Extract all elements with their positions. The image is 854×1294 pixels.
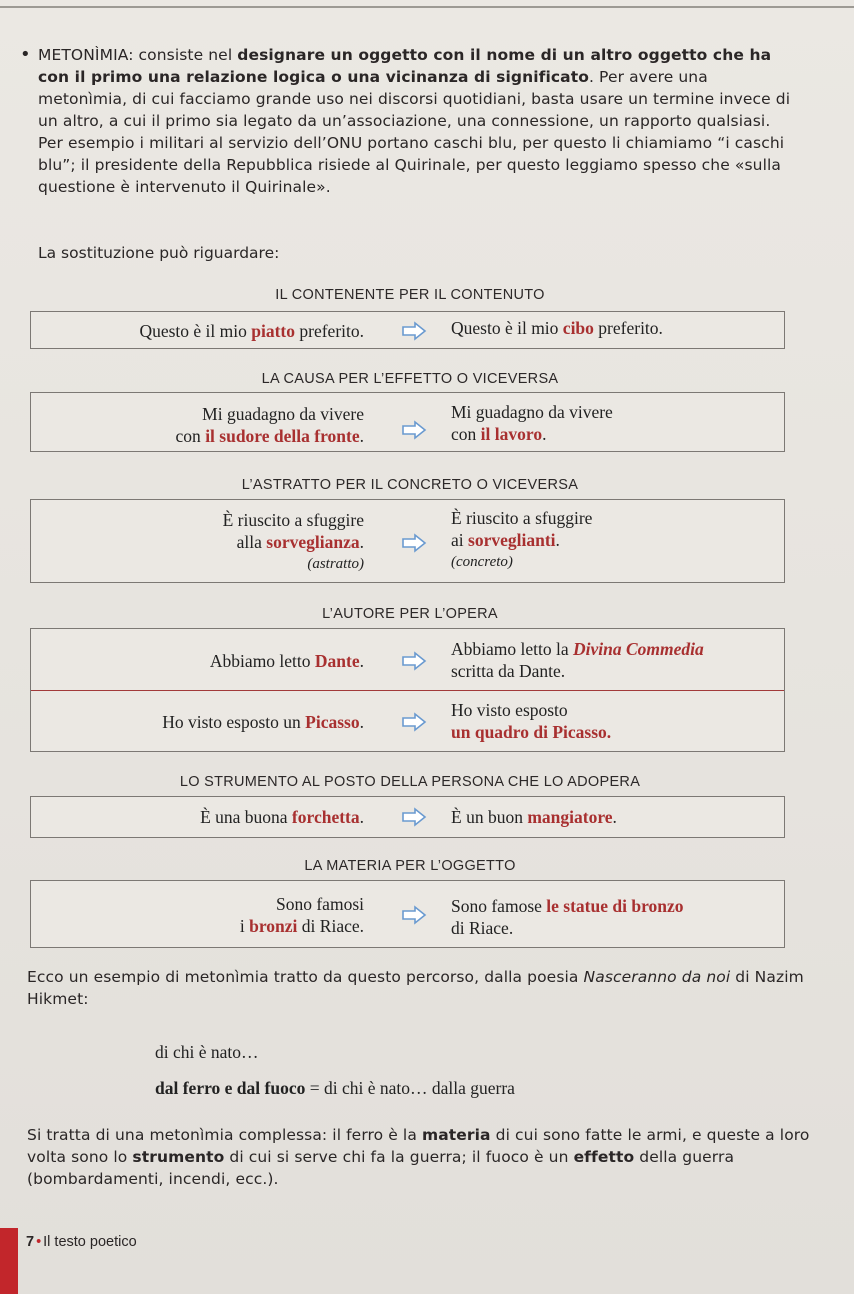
example-row (31, 629, 784, 690)
example-original: Sono famosi i bronzi di Riace. (239, 894, 364, 936)
poem-title: Nasceranno da noi (583, 968, 731, 986)
poem-line-1: di chi è nato… (155, 1042, 259, 1062)
arrow-right-icon (401, 321, 427, 341)
example-box-materia (30, 880, 785, 948)
top-rule (0, 6, 854, 8)
example-original: Abbiamo letto Dante. (209, 651, 364, 671)
section-title-autore: L’AUTORE PER L’OPERA (322, 606, 498, 622)
example-replacement: È riuscito a sfuggire ai sorveglianti. (concreto) (451, 508, 593, 570)
definition-body: Per avere una metonìmia, di cui facciamo grande uso nei discorsi quotidiani, basta usare un termine invece di un altro, a cui il primo sia legato da un’associazione, una connessione, un rapporto qualsiasi. Per esempio i militari al servizio dell’ONU portano caschi blu, per questo li chiamiamo “i caschi blu”; il presidente della Repubblica risiede al Quirinale, per questo leggiamo spesso che «sulla questione è intervenuto il Quirinale». (38, 68, 791, 196)
example-box-autore (30, 628, 785, 752)
arrow-right-icon (401, 807, 427, 827)
section-title-astratto: L’ASTRATTO PER IL CONCRETO O VICEVERSA (241, 477, 579, 493)
example-replacement: Sono famose le statue di bronzo di Riace. (451, 896, 684, 938)
bullet-icon: • (20, 44, 31, 65)
definition-paragraph (20, 44, 798, 198)
example-original: Ho visto esposto un Picasso. (162, 712, 364, 732)
definition-end: . (588, 68, 595, 86)
arrow-right-icon (401, 712, 427, 732)
example-row (31, 881, 784, 947)
footer-separator: • (36, 1234, 42, 1250)
arrow-right-icon (401, 651, 427, 671)
definition-bold: designare un oggetto con il nome di un altro oggetto che ha con il primo una relazione logica o una vicinanza di significato (38, 46, 772, 86)
poem-line-2: dal ferro e dal fuoco = di chi è nato… dalla guerra (155, 1078, 515, 1098)
example-lead: Ecco un esempio di metonìmia tratto da questo percorso, dalla poesia Nasceranno da noi di Nazim Hikmet: (27, 968, 804, 1008)
example-row (31, 690, 784, 751)
section-title-materia: LA MATERIA PER L’OGGETTO (304, 858, 516, 874)
footer-accent-bar (0, 1228, 18, 1294)
arrow-right-icon (401, 533, 427, 553)
example-row (31, 797, 784, 837)
lead-text: La sostituzione può riguardare: (38, 244, 280, 262)
example-replacement: È un buon mangiatore. (451, 807, 617, 827)
example-original: È una buona forchetta. (200, 807, 364, 827)
arrow-right-icon (401, 905, 427, 925)
example-row (31, 312, 784, 348)
section-title-contenente: IL CONTENENTE PER IL CONTENUTO (275, 287, 545, 303)
example-box-strumento (30, 796, 785, 838)
example-replacement: Questo è il mio cibo preferito. (451, 318, 663, 338)
arrow-right-icon (401, 420, 427, 440)
conclusion-paragraph: Si tratta di una metonìmia complessa: il ferro è la materia di cui sono fatte le armi, e queste a loro volta sono lo strumento di cui si serve chi fa la guerra; il fuoco è un effetto della guerra (bombardamenti, incendi, ecc.). (27, 1126, 810, 1188)
example-replacement: Mi guadagno da vivere con il lavoro. (451, 402, 613, 444)
example-box-astratto (30, 499, 785, 583)
footer-page-label (26, 1234, 137, 1250)
page-number: 7 (26, 1234, 35, 1250)
example-row (31, 500, 784, 582)
example-original: Mi guadagno da vivere con il sudore della fronte. (175, 404, 364, 446)
example-original: Questo è il mio piatto preferito. (139, 321, 364, 341)
definition-head: : consiste nel (128, 46, 238, 64)
term: METONÌMIA (38, 46, 129, 64)
example-replacement: Abbiamo letto la Divina Commedia scritta da Dante. (451, 639, 704, 681)
section-title-strumento: LO STRUMENTO AL POSTO DELLA PERSONA CHE LO ADOPERA (179, 774, 641, 790)
example-original: È riuscito a sfuggire alla sorveglianza. (astratto) (222, 510, 364, 572)
example-replacement: Ho visto esposto un quadro di Picasso. (451, 700, 612, 742)
example-box-causa (30, 392, 785, 452)
section-title-causa: LA CAUSA PER L’EFFETTO O VICEVERSA (261, 371, 559, 387)
example-box-contenente (30, 311, 785, 349)
chapter-title: Il testo poetico (43, 1234, 137, 1250)
example-row (31, 393, 784, 451)
